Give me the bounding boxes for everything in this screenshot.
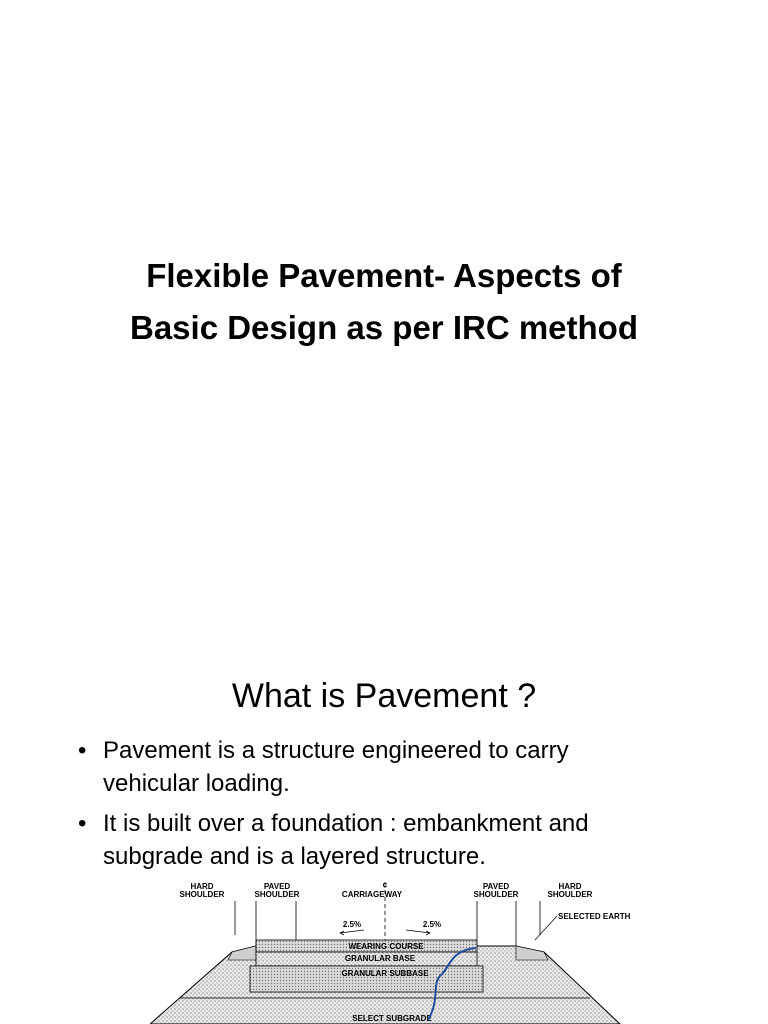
left-hard-shoulder-label: SHOULDER <box>179 890 225 899</box>
title-line-2: Basic Design as per IRC method <box>130 309 638 346</box>
slide-heading: What is Pavement ? <box>231 677 537 715</box>
right-paved-shoulder-label: SHOULDER <box>473 890 519 899</box>
right-hard-shoulder-label: SHOULDER <box>547 890 593 899</box>
pavement-cross-section-diagram <box>150 880 690 1024</box>
bullet-line: Pavement is a structure engineered to carry <box>103 737 569 764</box>
bullet-dot: • <box>78 810 87 837</box>
bullet-line: It is built over a foundation : embankment and <box>103 810 589 837</box>
left-shoulder <box>228 946 256 960</box>
centerline-mark: ¢ <box>382 881 388 890</box>
carriageway-label: CARRIAGEWAY <box>341 890 403 899</box>
bullet-dot: • <box>78 737 87 764</box>
left-hard-label: HARD <box>190 882 214 891</box>
bullet-line: vehicular loading. <box>103 770 290 797</box>
content-slide <box>0 640 768 1024</box>
wearing-course-label: WEARING COURSE <box>348 942 424 951</box>
right-slope-label: 2.5% <box>422 920 442 929</box>
bullet-list <box>78 734 708 880</box>
granular-subbase-label: GRANULAR SUBBASE <box>341 969 429 978</box>
right-shoulder <box>516 946 548 960</box>
left-paved-shoulder-label: SHOULDER <box>254 890 300 899</box>
title-line-1: Flexible Pavement- Aspects of <box>146 257 622 294</box>
bullet-line: subgrade and is a layered structure. <box>103 843 486 870</box>
left-slope-label: 2.5% <box>342 920 362 929</box>
right-paved-label: PAVED <box>482 882 510 891</box>
granular-base-label: GRANULAR BASE <box>344 954 416 963</box>
bullet-item <box>78 807 708 873</box>
select-subgrade-label: SELECT SUBGRADE <box>352 1014 432 1023</box>
dimension-markers <box>235 901 540 946</box>
bullet-item <box>78 734 708 800</box>
selected-earth-label: SELECTED EARTH <box>558 912 631 921</box>
right-hard-label: HARD <box>558 882 582 891</box>
selected-earth-leader <box>535 916 557 940</box>
slide-title <box>40 250 728 354</box>
left-paved-label: PAVED <box>263 882 291 891</box>
